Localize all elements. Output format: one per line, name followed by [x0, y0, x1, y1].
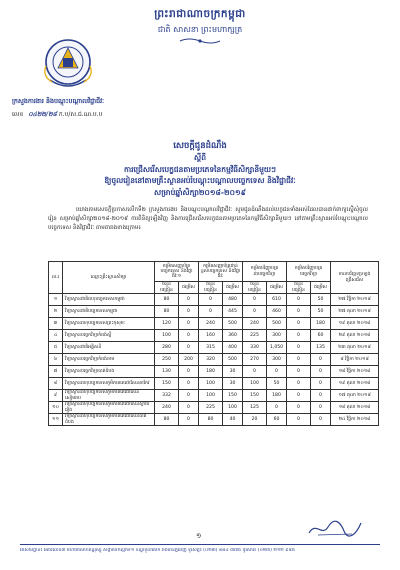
level2-quota: 160: [199, 330, 223, 342]
level4-selected: 135: [311, 342, 331, 354]
level1-selected: 0: [179, 402, 199, 414]
level3-selected: 60: [267, 414, 287, 426]
exam-date: ២៩ តុលា ២០១៨: [331, 330, 379, 342]
notice-subject-line-1: ការជ្រើសរើសបេក្ខជនតាមប្រភេទនៃកម្មវិធីសិក្សានីមួយៗ: [124, 165, 276, 174]
level4-selected: 60: [311, 330, 331, 342]
level3-quota: 125: [243, 402, 267, 414]
row-number: ៥: [49, 342, 63, 354]
level1-selected: 0: [179, 366, 199, 378]
header-group-1: កម្រិតសញ្ញាប័ត្របច្ចេកទេស និងវិជ្ជាជីវៈ១: [155, 262, 199, 282]
level3-quota: 150: [243, 390, 267, 402]
level2-quota: 0: [199, 306, 223, 318]
level2-selected: 150: [223, 390, 243, 402]
level3-quota: 20: [243, 414, 267, 426]
level3-selected: 500: [267, 318, 287, 330]
subheader-quota: ចំនួនបង្រៀន: [155, 282, 179, 294]
level2-selected: 360: [223, 330, 243, 342]
table-row: [49, 330, 379, 342]
header-group-3: កម្រិតបរិញ្ញាបត្ររងបច្ចេកវិទ្យា: [243, 262, 287, 282]
level1-quota: 130: [155, 366, 179, 378]
level4-selected: 0: [311, 390, 331, 402]
program-name: វិទ្យាស្ថានពហុបច្ចេកទេសភូមិភាគតេជោសែនតាកែវ: [63, 378, 155, 390]
header-no: ល.រ: [49, 262, 63, 294]
table-row: [49, 318, 379, 330]
level2-selected: 40: [223, 414, 243, 426]
subheader-selected: ជម្រើស: [267, 282, 287, 294]
level4-quota: 0: [287, 402, 311, 414]
level2-selected: 445: [223, 306, 243, 318]
level3-selected: 1,050: [267, 342, 287, 354]
level3-selected: 300: [267, 330, 287, 342]
level2-selected: 30: [223, 366, 243, 378]
table-row: [49, 306, 379, 318]
level3-selected: 50: [267, 378, 287, 390]
intro-paragraph: យោងតាមសេចក្តីប្រកាសលើកទី២ ក្រសួងការងារ និងបណ្តុះបណ្តាលវិជ្ជាជីវៈ សូមជូនដំណឹងដល់បេក្ខជនទាំងអស់ដែលបានដាក់ពាក្យស្នើសុំចូលរៀន សម្រាប់ឆ្នាំសិក្សា២០១៨-២០១៩ ការពិនិត្យឡើងវិញ និងការជ្រើសរើសបេក្ខជនតាមប្រភេទនៃកម្មវិធីសិក្សានីមួយៗ នៅតាមគ្រឹះស្ថានអប់រំបណ្តុះបណ្តាលបច្ចេកទេស និងវិជ្ជាជីវៈ តាមតារាងខាងក្រោម៖: [48, 207, 368, 232]
program-name: វិទ្យាស្ថានពហុបច្ចេកទេសភូមិភាគតេជោសែនបាត់ដំបង: [63, 414, 155, 426]
row-number: ១០: [49, 402, 63, 414]
level3-quota: 0: [243, 366, 267, 378]
level4-selected: 0: [311, 402, 331, 414]
level3-quota: 0: [243, 294, 267, 306]
subheader-selected: ជម្រើស: [311, 282, 331, 294]
level3-selected: 610: [267, 294, 287, 306]
level2-selected: 30: [223, 378, 243, 390]
level2-quota: 225: [199, 402, 223, 414]
level1-quota: 80: [155, 306, 179, 318]
notice-subject-line-3: សម្រាប់ឆ្នាំសិក្សា២០១៨-២០១៩: [154, 188, 246, 197]
level4-selected: 180: [311, 318, 331, 330]
level4-quota: 0: [287, 330, 311, 342]
signature-mark: [306, 517, 364, 539]
footer-divider: [20, 544, 380, 545]
program-name: វិទ្យាស្ថានពហុបច្ចេកទេសភូមិភាគតេជោសែនស្វាយរៀង: [63, 402, 155, 414]
level2-quota: 320: [199, 354, 223, 366]
level1-selected: 0: [179, 318, 199, 330]
row-number: ៦: [49, 354, 63, 366]
header-group-2: កម្រិតសញ្ញាប័ត្រជាន់ខ្ពស់បច្ចេកទេស និងវិជ្ជាជីវៈ: [199, 262, 243, 282]
subheader-quota: ចំនួនបង្រៀន: [199, 282, 223, 294]
level1-selected: 0: [179, 390, 199, 402]
level1-quota: 150: [155, 378, 179, 390]
exam-date: ២៤ វិច្ឆិកា ២០១៨: [331, 414, 379, 426]
header-date: កាលបរិច្ឆេទប្រឡងជ្រើសរើស: [331, 262, 379, 294]
level3-quota: 225: [243, 330, 267, 342]
level3-selected: 0: [267, 366, 287, 378]
level4-quota: 0: [287, 366, 311, 378]
level2-quota: 315: [199, 342, 223, 354]
level3-quota: 240: [243, 318, 267, 330]
level4-quota: 0: [287, 294, 311, 306]
page-number: ១: [196, 532, 202, 540]
notice-title: សេចក្តីជូនដំណឹង: [173, 141, 227, 151]
level3-selected: 460: [267, 306, 287, 318]
level4-quota: 0: [287, 414, 311, 426]
program-name: វិទ្យាស្ថានជាតិបច្ចេកទេសកម្ពុជា: [63, 306, 155, 318]
level1-quota: 240: [155, 402, 179, 414]
level1-quota: 250: [155, 354, 179, 366]
table-header-row: [49, 262, 379, 282]
exam-date: ១៩ តុលា ២០១៨: [331, 378, 379, 390]
level3-quota: 270: [243, 354, 267, 366]
exam-date: ២៧ តុលា ២០១៨: [331, 306, 379, 318]
row-number: ១: [49, 294, 63, 306]
level1-quota: 120: [155, 318, 179, 330]
level1-quota: 80: [155, 414, 179, 426]
table-row: [49, 414, 379, 426]
exam-date: ១៩ តុលា ២០១៨: [331, 318, 379, 330]
table-row: [49, 402, 379, 414]
level2-selected: 500: [223, 318, 243, 330]
exam-date: ២៣ តុលា ២០១៨: [331, 342, 379, 354]
level3-selected: 0: [267, 402, 287, 414]
ministry-logo: [36, 36, 100, 94]
header-group-4: កម្រិតបរិញ្ញាបត្របច្ចេកវិទ្យា: [287, 262, 331, 282]
table-row: [49, 354, 379, 366]
level4-selected: 0: [311, 414, 331, 426]
level2-quota: 80: [199, 414, 223, 426]
header-program: ឈ្មោះគ្រឹះស្ថានសិក្សា: [63, 262, 155, 294]
row-number: ៤: [49, 330, 63, 342]
level1-selected: 0: [179, 330, 199, 342]
subheader-quota: ចំនួនបង្រៀន: [243, 282, 267, 294]
subheader-selected: ជម្រើស: [223, 282, 243, 294]
exam-date: ១៨ វិច្ឆិកា ២០១៨: [331, 366, 379, 378]
level3-quota: 330: [243, 342, 267, 354]
reference-suffix: ក.ប/ស.ជ.ណ.ប.ប: [56, 111, 103, 118]
level3-selected: 180: [267, 390, 287, 402]
level2-quota: 100: [199, 390, 223, 402]
notice-subject-label: ស្តីពី: [194, 153, 206, 162]
reference-label: លេខ: [12, 111, 26, 118]
level1-quota: 280: [155, 342, 179, 354]
program-name: វិទ្យាស្ថានបច្ចេកវិទ្យាកំពង់ចាម: [63, 354, 155, 366]
level4-quota: 0: [287, 318, 311, 330]
row-number: ៩: [49, 390, 63, 402]
level2-selected: 100: [223, 402, 243, 414]
row-number: ៧: [49, 366, 63, 378]
row-number: ១១: [49, 414, 63, 426]
level4-selected: 0: [311, 366, 331, 378]
subheader-selected: ជម្រើស: [179, 282, 199, 294]
program-name: វិទ្យាស្ថានបច្ចេកវិទ្យាកំពង់ស្ពឺ: [63, 330, 155, 342]
exam-date: ២៧ វិច្ឆិកា ២០១៨: [331, 294, 379, 306]
row-number: ៣: [49, 318, 63, 330]
level3-selected: 300: [267, 354, 287, 366]
level2-quota: 0: [199, 294, 223, 306]
level4-selected: 0: [311, 378, 331, 390]
reference-line: [12, 110, 102, 119]
ornament-divider-icon: [178, 37, 222, 45]
level4-quota: 0: [287, 354, 311, 366]
level1-selected: 0: [179, 342, 199, 354]
selection-table: [48, 261, 379, 426]
program-name: វិទ្យាស្ថានបច្ចេកវិទ្យាបាត់ដំបង: [63, 366, 155, 378]
kingdom-title: ព្រះរាជាណាចក្រកម្ពុជា: [154, 8, 246, 20]
table-row: [49, 294, 379, 306]
level3-quota: 0: [243, 306, 267, 318]
level2-selected: 400: [223, 342, 243, 354]
notice-subject-line-2: ឱ្យចូលរៀននៅតាមគ្រឹះស្ថានអប់រំបណ្តុះបណ្តាលបច្ចេកទេស និងវិជ្ជាជីវៈ: [104, 176, 296, 185]
exam-date: ៨ វិច្ឆិកា ២០១៨: [331, 354, 379, 366]
kingdom-motto: ជាតិ សាសនា ព្រះមហាក្សត្រ: [157, 25, 243, 34]
level4-quota: 0: [287, 342, 311, 354]
level1-selected: 0: [179, 414, 199, 426]
table-body: [49, 294, 379, 426]
level2-selected: 500: [223, 354, 243, 366]
table-row: [49, 378, 379, 390]
level4-quota: 0: [287, 306, 311, 318]
table-row: [49, 342, 379, 354]
row-number: ៨: [49, 378, 63, 390]
program-name: វិទ្យាស្ថានជាតិអគ្គិសនី: [63, 342, 155, 354]
level1-quota: 332: [155, 390, 179, 402]
subheader-quota: ចំនួនបង្រៀន: [287, 282, 311, 294]
footer-address: អាសយដ្ឋាន៖ អគារលេខ៣ មហាវិថីសហព័ន្ធរុស្ស៊ី សង្កាត់ទឹកល្អក់ទី១ ខណ្ឌទួលគោក រាជធានីភ្នំពេញ ទូរស័ព្ទ៖ (០២៣) ៨៨៤ ៣៧៥ ទូរសារ៖ (០២៣) ២១២ ៩៨៥: [20, 548, 295, 553]
level4-quota: 0: [287, 378, 311, 390]
exam-date: ១៨ តុលា ២០១៨: [331, 402, 379, 414]
level3-quota: 100: [243, 378, 267, 390]
level1-quota: 100: [155, 330, 179, 342]
level4-selected: 50: [311, 294, 331, 306]
level1-selected: 0: [179, 306, 199, 318]
level1-quota: 80: [155, 294, 179, 306]
program-name: វិទ្យាស្ថានពហុបច្ចេកទេសភូមិភាគតេជោសែនសៀមរាប: [63, 390, 155, 402]
row-number: ២: [49, 306, 63, 318]
table-row: [49, 366, 379, 378]
level2-quota: 100: [199, 378, 223, 390]
level2-quota: 240: [199, 318, 223, 330]
level2-quota: 180: [199, 366, 223, 378]
level4-selected: 0: [311, 354, 331, 366]
reference-number: ០៤២២/២៨: [28, 111, 57, 118]
level1-selected: 0: [179, 294, 199, 306]
program-name: វិទ្យាស្ថានជាតិពហុបច្ចេកទេសកម្ពុជា: [63, 294, 155, 306]
level4-quota: 0: [287, 390, 311, 402]
table-row: [49, 390, 379, 402]
level1-selected: 0: [179, 378, 199, 390]
ministry-name: ក្រសួងការងារ និងបណ្តុះបណ្តាលវិជ្ជាជីវៈ: [12, 98, 105, 105]
program-name: វិទ្យាស្ថានពហុបច្ចេកទេសព្រះកុសុមៈ: [63, 318, 155, 330]
level2-selected: 480: [223, 294, 243, 306]
level1-selected: 200: [179, 354, 199, 366]
level4-selected: 50: [311, 306, 331, 318]
exam-date: ១៧ តុលា ២០១៨: [331, 390, 379, 402]
